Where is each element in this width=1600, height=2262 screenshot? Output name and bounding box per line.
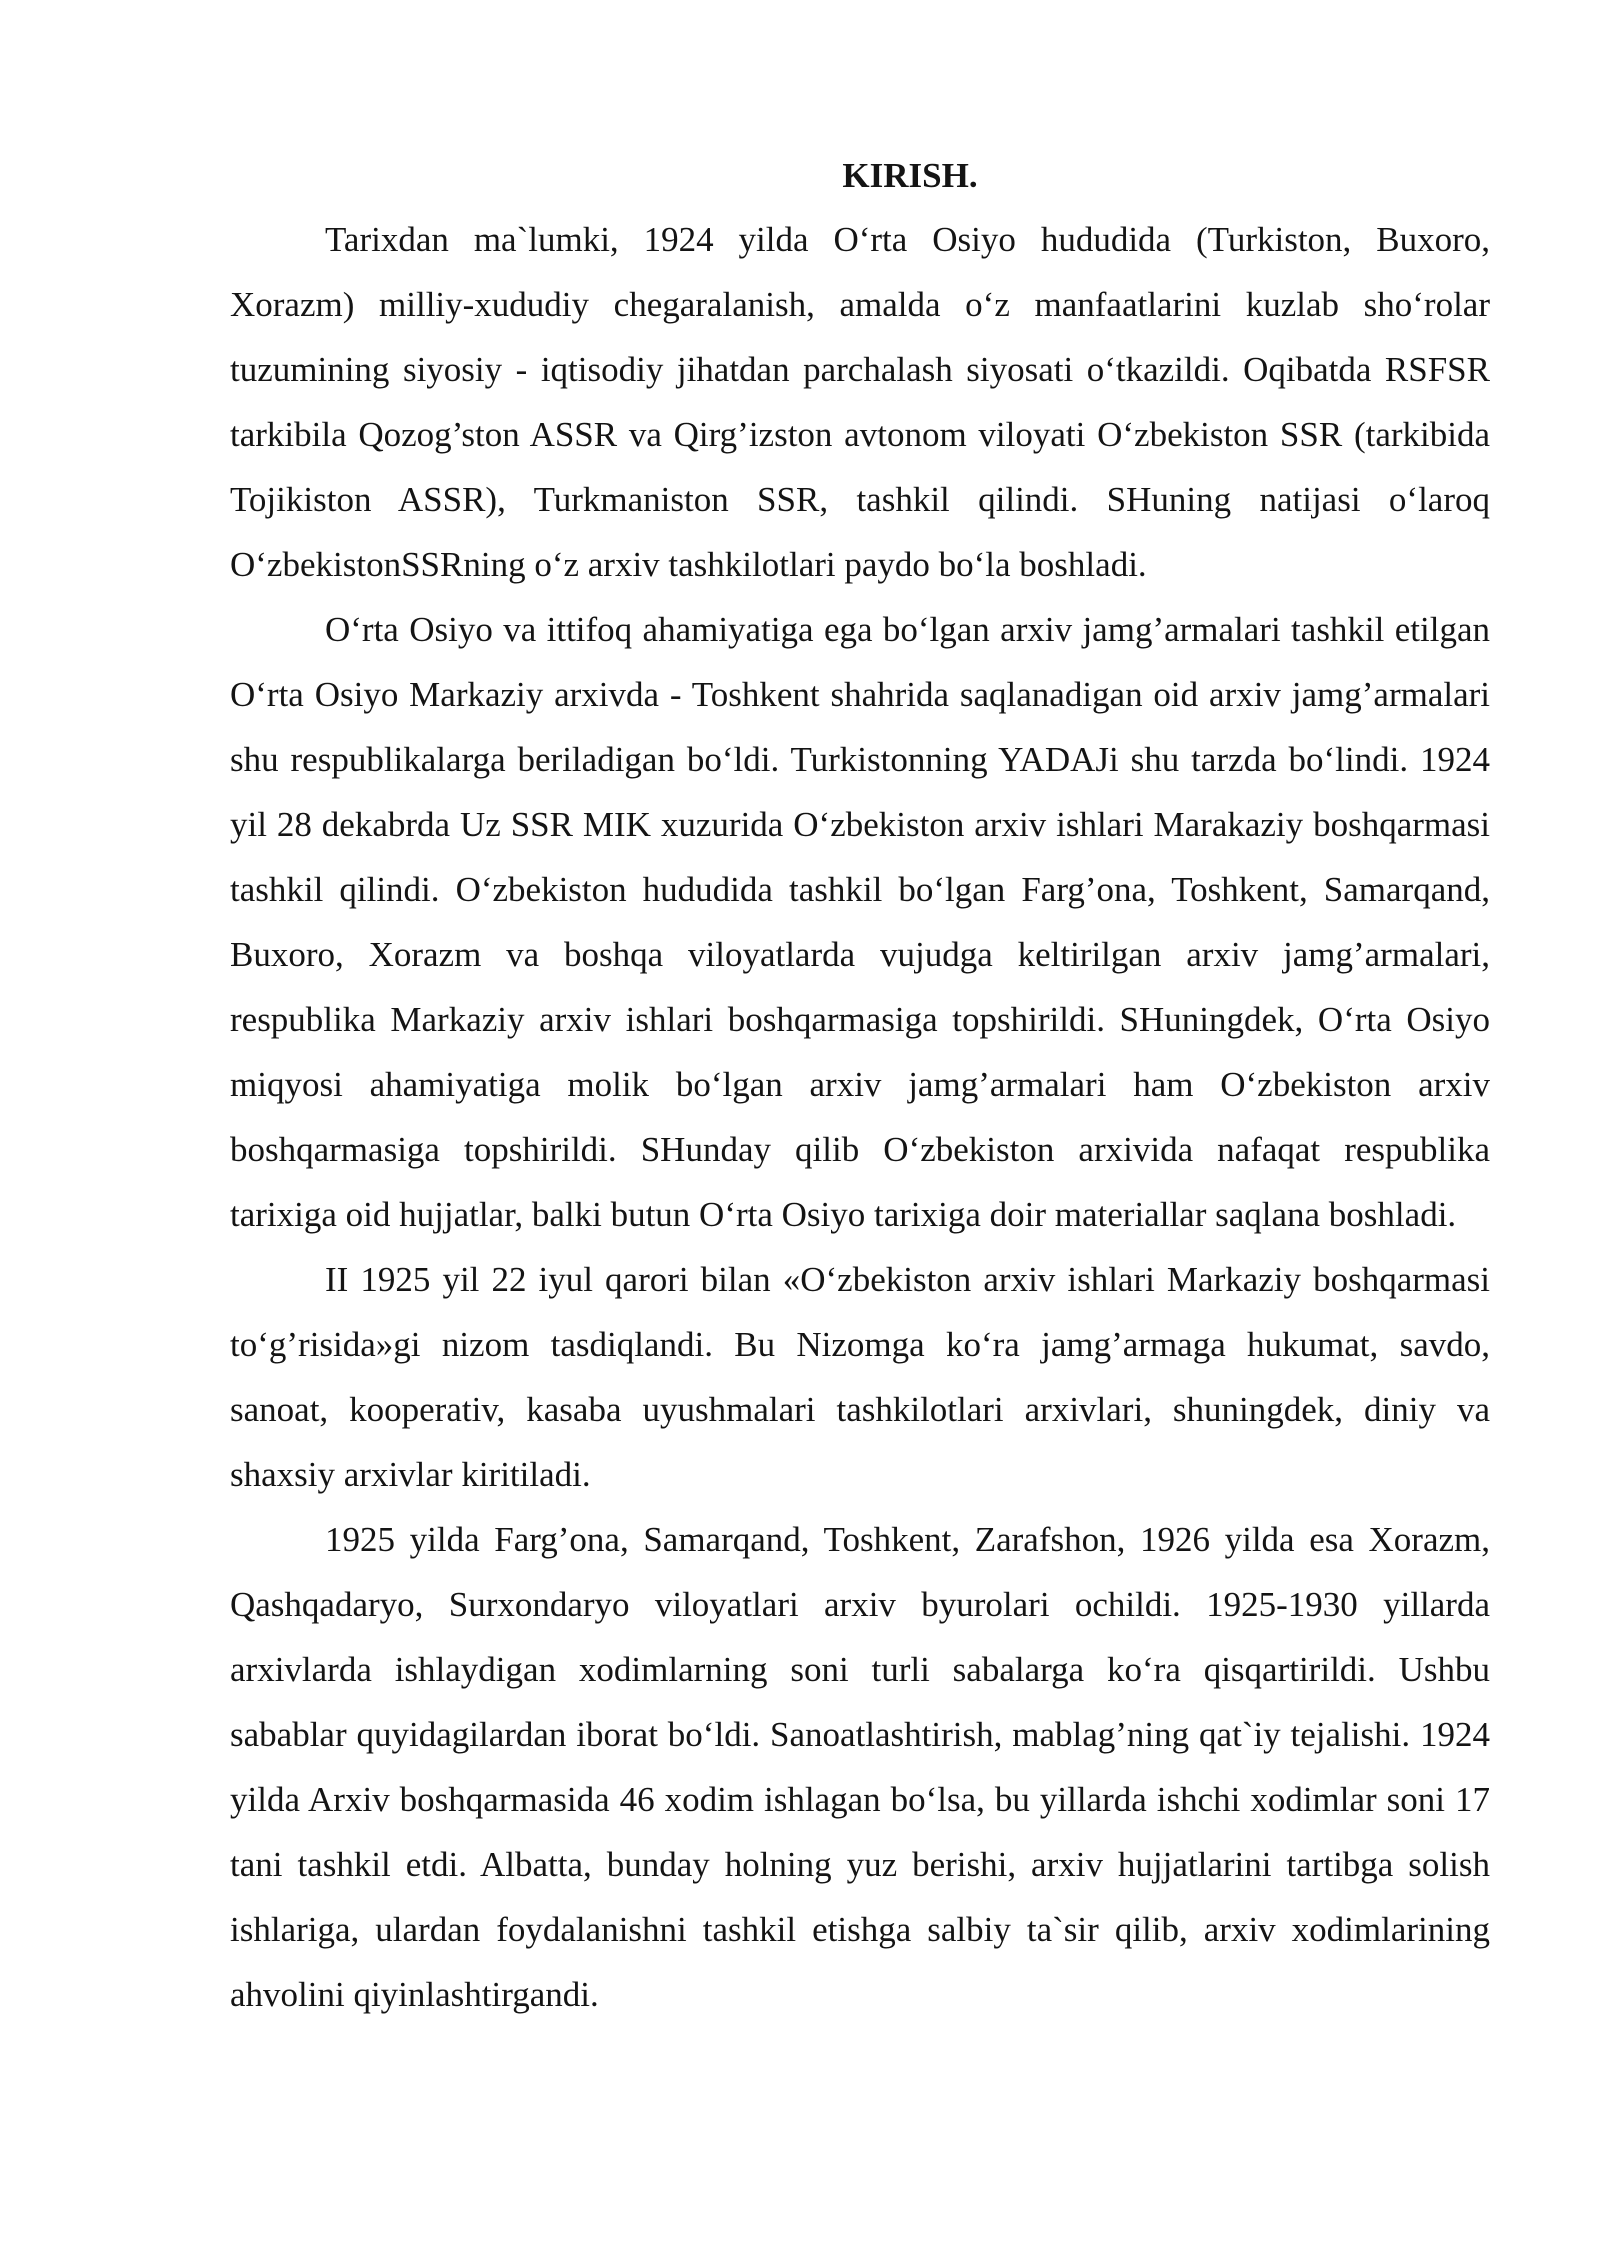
paragraph-4: 1925 yilda Farg’ona, Samarqand, Toshkent, Zarafshon, 1926 yilda esa Xorazm, Qashqadaryo, Surxondaryo viloyatlari arxiv byurolari ochildi. 1925-1930 yillarda arxivlarda ishlaydigan xodimlarning soni turli sabalarga ko‘ra qisqartirildi. Ushbu sabablar quyidagilardan iborat bo‘ldi. Sanoatlashtirish, mablag’ning qat`iy tejalishi. 1924 yilda Arxiv boshqarmasida 46 xodim ishlagan bo‘lsa, bu yillarda ishchi xodimlar soni 17 tani tashkil etdi. Albatta, bunday holning yuz berishi, arxiv hujjatlarini tartibga solish ishlariga, ulardan foydalanishni tashkil etishga salbiy ta`sir qilib, arxiv xodimlarining ahvolini qiyinlashtirgandi. [230,1520,1490,2014]
document-body [230,145,1490,2027]
paragraph-2: O‘rta Osiyo va ittifoq ahamiyatiga ega bo‘lgan arxiv jamg’armalari tashkil etilgan O‘rta Osiyo Markaziy arxivda - Toshkent shahrida saqlanadigan oid arxiv jamg’armalari shu respublikalarga beriladigan bo‘ldi. Turkistonning YADAJi shu tarzda bo‘lindi. 1924 yil 28 dekabrda Uz SSR MIK xuzurida O‘zbekiston arxiv ishlari Marakaziy boshqarmasi tashkil qilindi. O‘zbekiston hududida tashkil bo‘lgan Farg’ona, Toshkent, Samarqand, Buxoro, Xorazm va boshqa viloyatlarda vujudga keltirilgan arxiv jamg’armalari, respublika Markaziy arxiv ishlari boshqarmasiga topshirildi. SHuningdek, O‘rta Osiyo miqyosi ahamiyatiga molik bo‘lgan arxiv jamg’armalari ham O‘zbekiston arxiv boshqarmasiga topshirildi. SHunday qilib O‘zbekiston arxivida nafaqat respublika tarixiga oid hujjatlar, balki butun O‘rta Osiyo tarixiga doir materiallar saqlana boshladi. [230,610,1490,1234]
paragraph-3: II 1925 yil 22 iyul qarori bilan «O‘zbekiston arxiv ishlari Markaziy boshqarmasi to‘g’risida»gi nizom tasdiqlandi. Bu Nizomga ko‘ra jamg’armaga hukumat, savdo, sanoat, kooperativ, kasaba uyushmalari tashkilotlari arxivlari, shuningdek, diniy va shaxsiy arxivlar kiritiladi. [230,1260,1490,1494]
paragraph-1: Tarixdan ma`lumki, 1924 yilda O‘rta Osiyo hududida (Turkiston, Buxoro, Xorazm) milliy-xududiy chegaralanish, amalda o‘z manfaatlarini kuzlab sho‘rolar tuzumining siyosiy - iqtisodiy jihatdan parchalash siyosati o‘tkazildi. Oqibatda RSFSR tarkibila Qozog’ston ASSR va Qirg’izston avtonom viloyati O‘zbekiston SSR (tarkibida Tojikiston ASSR), Turkmaniston SSR, tashkil qilindi. SHuning natijasi o‘laroq O‘zbekistonSSRning o‘z arxiv tashkilotlari paydo bo‘la boshladi. [230,220,1490,584]
document-title: KIRISH. [842,156,978,195]
